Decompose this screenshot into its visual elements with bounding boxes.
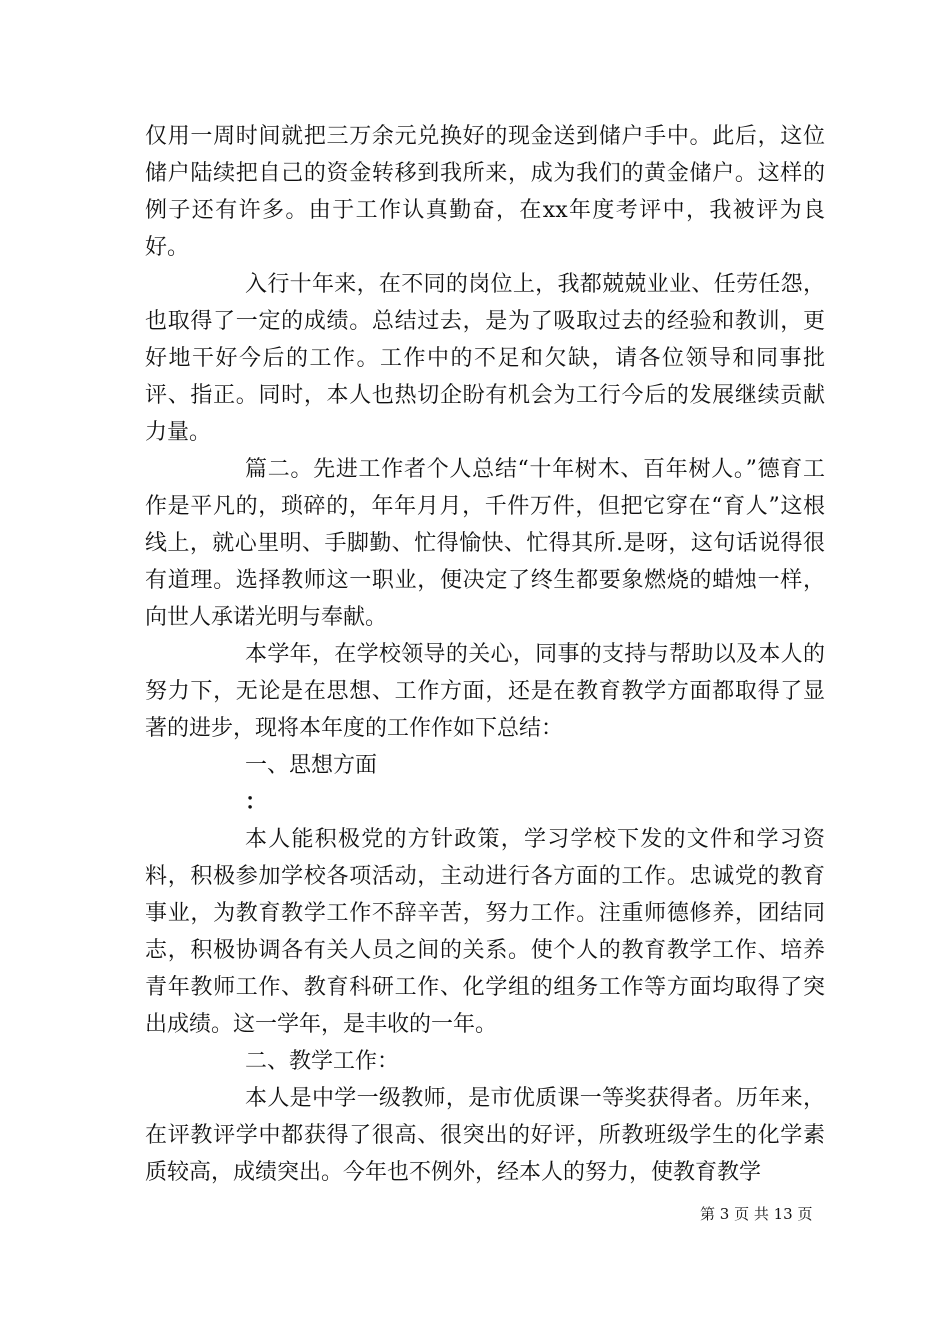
- document-body: [145, 118, 825, 1191]
- paragraph-teaching-body: 本人是中学一级教师，是市优质课一等奖获得者。历年来，在评教评学中都获得了很高、很突出的好评，所教班级学生的化学素质较高，成绩突出。今年也不例外，经本人的努力，使教育教学: [145, 1086, 825, 1185]
- paragraph-thought-body: 本人能积极党的方针政策，学习学校下发的文件和学习资料，积极参加学校各项活动，主动进行各方面的工作。忠诚党的教育事业，为教育教学工作不辞辛苦，努力工作。注重师德修养，团结同志，积极协调各有关人员之间的关系。使个人的教育教学工作、培养青年教师工作、教育科研工作、化学组的组务工作等方面均取得了突出成绩。这一学年，是丰收的一年。: [145, 827, 825, 1037]
- paragraph-ten-years: 入行十年来，在不同的岗位上，我都兢兢业业、任劳任怨，也取得了一定的成绩。总结过去，是为了吸取过去的经验和教训，更好地干好今后的工作。工作中的不足和欠缺，请各位领导和同事批评、指正。同时，本人也热切企盼有机会为工行今后的发展继续贡献力量。: [145, 272, 825, 445]
- paragraph-continuation: 仅用一周时间就把三万余元兑换好的现金送到储户手中。此后，这位储户陆续把自己的资金转移到我所来，成为我们的黄金储户。这样的例子还有许多。由于工作认真勤奋，在xx年度考评中，我被评为良好。: [145, 124, 825, 260]
- heading-teaching: 二、教学工作：: [245, 1049, 400, 1074]
- heading-thought-colon: ：: [245, 789, 268, 815]
- page-number: 第 3 页 共 13 页: [700, 1205, 813, 1223]
- paragraph-part-two: 篇二。先进工作者个人总结“十年树木、百年树人。”德育工作是平凡的，琐碎的，年年月月，千件万件，但把它穿在“育人”这根线上，就心里明、手脚勤、忙得愉快、忙得其所.是呀，这句话说得很有道理。选择教师这一职业，便决定了终生都要象燃烧的蜡烛一样，向世人承诺光明与奉献。: [145, 457, 825, 630]
- heading-thought: 一、思想方面: [245, 753, 378, 778]
- paragraph-this-year: 本学年，在学校领导的关心，同事的支持与帮助以及本人的努力下，无论是在思想、工作方面，还是在教育教学方面都取得了显著的进步，现将本年度的工作作如下总结：: [145, 642, 825, 741]
